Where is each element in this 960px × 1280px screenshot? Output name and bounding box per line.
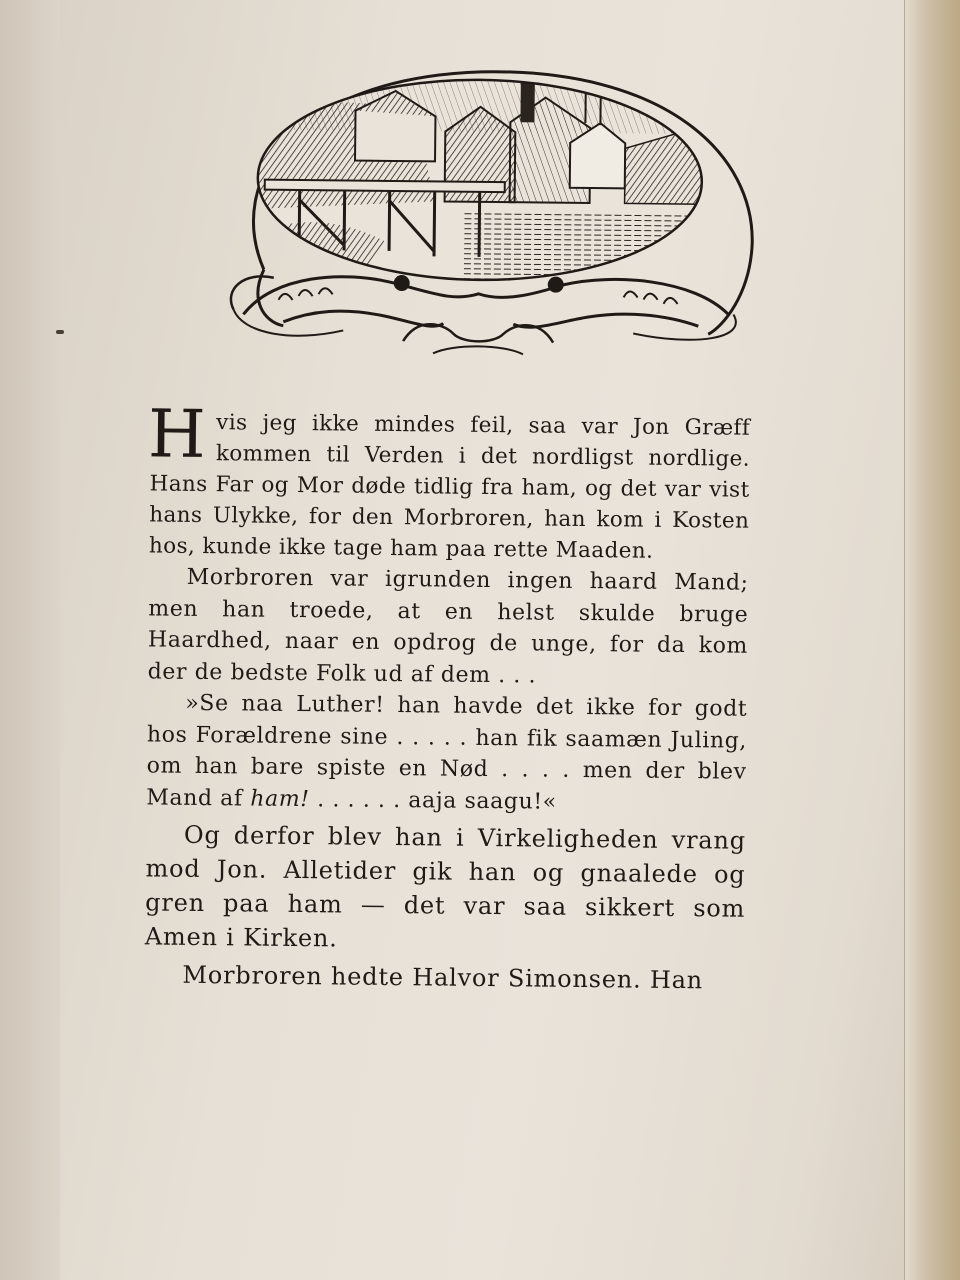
paragraph-3-italic: ham! bbox=[250, 785, 310, 812]
paragraph-1 bbox=[147, 395, 751, 567]
harbor-vignette-illustration bbox=[203, 59, 766, 365]
paragraph-3-text-a: »Se naa Luther! han havde det ikke for godt hos Forældrene sine . . . . . han fik saamæn Juling, om han bare spiste en Nød . . . . men der blev Mand af bbox=[146, 690, 748, 811]
body-text bbox=[144, 395, 751, 997]
book-page bbox=[33, 0, 926, 1280]
paragraph-1-text: vis jeg ikke mindes feil, saa var Jon Græff kommen til Verden i det nordligst nordlige. Hans Far og Mor døde tidlig fra ham, og det var vist hans Ulykke, for den Morbroren, han kom i Kosten hos, kunde ikke tage ham paa rette Maaden. bbox=[148, 410, 751, 564]
paragraph-4: Og derfor blev han i Virkeligheden vrang mod Jon. Alletider gik han og gnaalede og gren paa ham — det var saa sikkert som Amen i Kirken. bbox=[144, 820, 747, 953]
paragraph-3-text-b: . . . . . . aaja saagu!« bbox=[309, 786, 557, 815]
paragraph-2: Morbroren var igrunden ingen haard Mand; men han troede, at en helst skulde bruge Haardhed, naar en opdrog de unge, for da kom der de bedste Folk ud af dem . . . bbox=[147, 564, 749, 688]
paragraph-5: Morbroren hedte Halvor Simonsen. Han bbox=[182, 960, 704, 995]
drop-cap: H bbox=[147, 395, 207, 474]
paragraph-3 bbox=[146, 687, 747, 819]
